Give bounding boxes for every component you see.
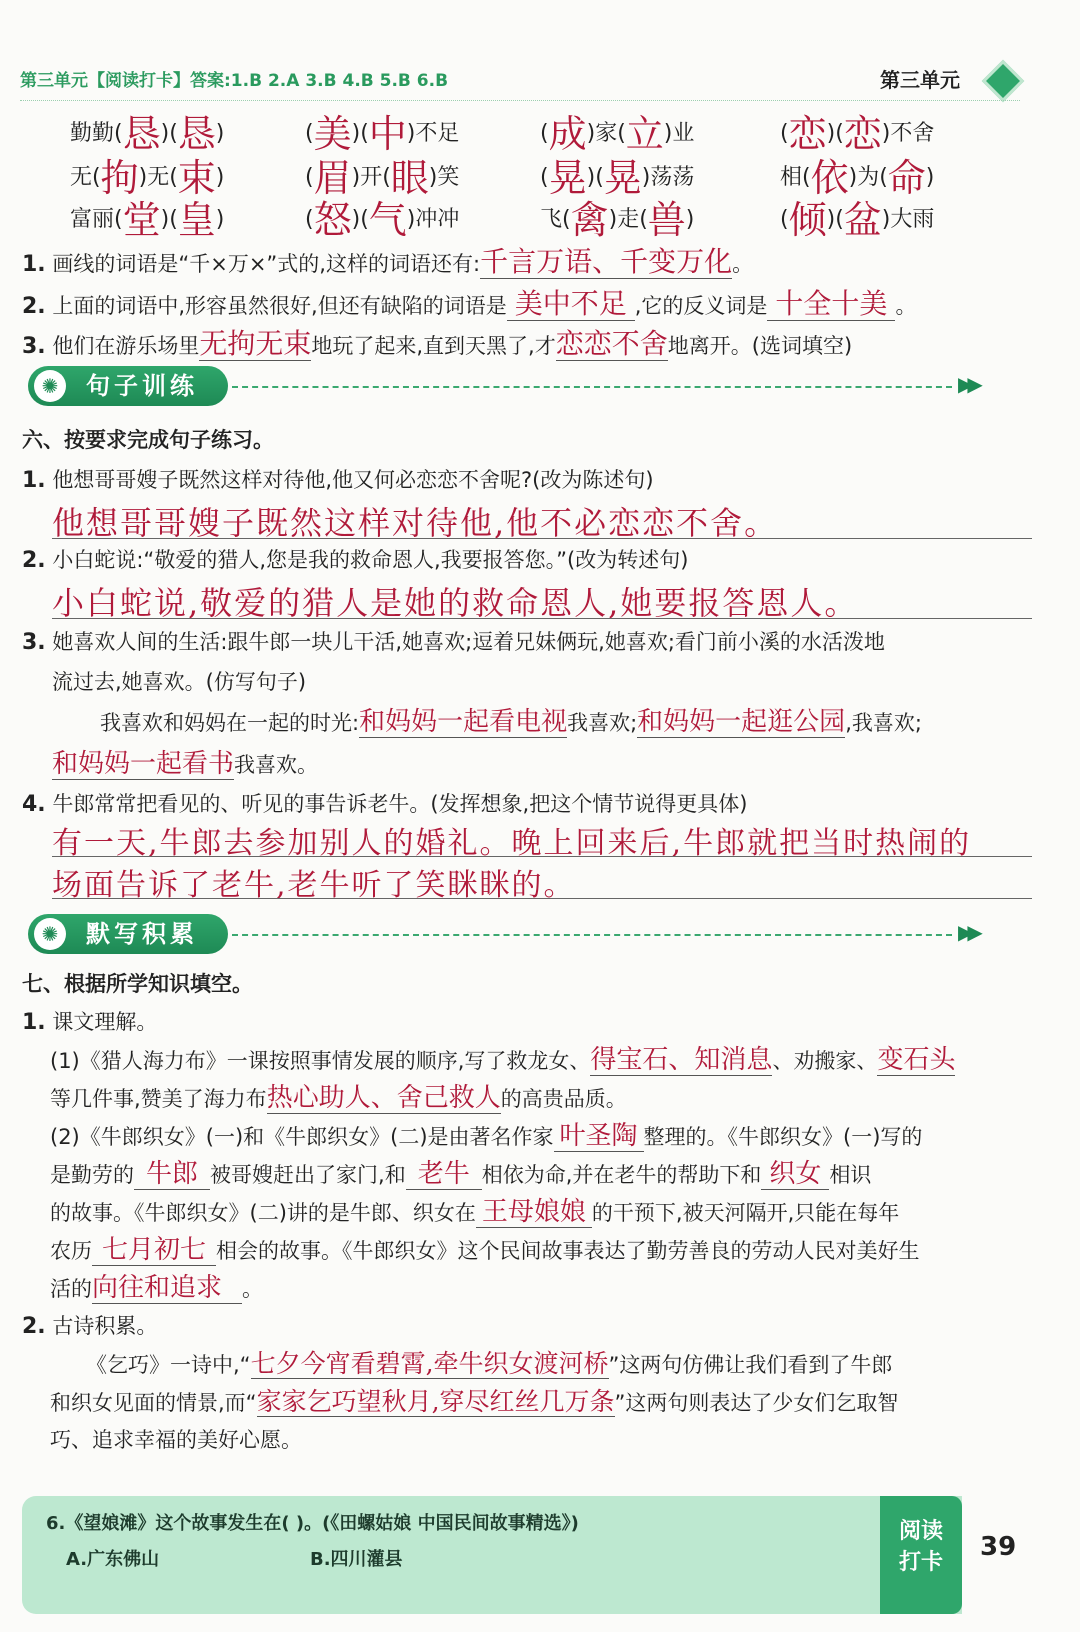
double-arrow-icon: ▶▶ (958, 920, 977, 944)
part-2-title: 2. 古诗积累。 (22, 1314, 158, 1339)
lightbulb-icon: ✺ (34, 370, 66, 402)
part-1-line-6: 农历 七月初七 相会的故事。《牛郎织女》这个民间故事表达了勤劳善良的劳动人民对美好生 (50, 1235, 920, 1265)
idiom-item: 勤勤(恳)(恳) (70, 112, 225, 156)
sentence-2-answer: 小白蛇说,敬爱的猎人是她的救命恩人,她要报答恩人。 (52, 584, 859, 622)
reading-badge: 阅读 打卡 (880, 1496, 962, 1614)
part-1-title: 1. 课文理解。 (22, 1010, 158, 1035)
sentence-3-prompt: 3. 她喜欢人间的生活:跟牛郎一块儿干活,她喜欢;逗着兄妹俩玩,她喜欢;看门前小溪的水活泼地 (22, 630, 885, 655)
sentence-2-prompt: 2. 小白蛇说:“敬爱的猎人,您是我的救命恩人,我要报答您。”(改为转述句) (22, 548, 689, 573)
sentence-3-answer-line-2: 和妈妈一起看书我喜欢。 (52, 749, 319, 779)
part-1-line-1: (1)《猎人海力布》一课按照事情发展的顺序,写了救龙女、得宝石、知消息、劝搬家、变石头 (50, 1045, 956, 1075)
sentence-1-prompt: 1. 他想哥哥嫂子既然这样对待他,他又何必恋恋不舍呢?(改为陈述句) (22, 468, 654, 493)
sentence-1-answer: 他想哥哥嫂子既然这样对待他,他不必恋恋不舍。 (52, 504, 779, 542)
sentence-4-answer-2: 场面告诉了老牛,老牛听了笑眯眯的。 (52, 868, 576, 903)
part-1-line-2: 等几件事,赞美了海力布热心助人、舍己救人的高贵品质。 (50, 1083, 627, 1113)
section-banner-dictation: ✺ 默写积累 (28, 914, 228, 954)
part-1-line-5: 的故事。《牛郎织女》(二)讲的是牛郎、织女在 王母娘娘 的干预下,被天河隔开,只能在每年 (50, 1197, 900, 1227)
section-7-title: 七、根据所学知识填空。 (22, 972, 253, 996)
double-arrow-icon: ▶▶ (958, 372, 977, 396)
idiom-item: (眉)开(眼)笑 (305, 156, 460, 200)
idiom-item: (晃)(晃)荡荡 (540, 156, 695, 200)
sentence-3-prompt-cont: 流过去,她喜欢。(仿写句子) (52, 670, 307, 694)
banner-divider (232, 934, 952, 936)
question-1: 1. 画线的词语是“千×万×”式的,这样的词语还有:千言万语、千变万化。 (22, 245, 754, 278)
answer-line (52, 856, 1032, 857)
answer-line (52, 618, 1032, 619)
part-2-line-2: 和织女见面的情景,而“家家乞巧望秋月,穿尽红丝几万条”这两句则表达了少女们乞取智 (50, 1387, 899, 1416)
part-1-line-3: (2)《牛郎织女》(一)和《牛郎织女》(二)是由著名作家 叶圣陶 整理的。《牛郎织女》(一)写的 (50, 1121, 923, 1151)
idiom-item: 富丽(堂)(皇) (70, 198, 225, 242)
unit-diamond-icon (982, 60, 1024, 102)
section-banner-sentence: ✺ 句子训练 (28, 366, 228, 406)
answer-line (52, 898, 1032, 899)
idiom-item: (怒)(气)冲冲 (305, 198, 460, 242)
idiom-item: 无(拘)无(束) (70, 156, 225, 200)
answer-strip: 第三单元【阅读打卡】答案:1.B 2.A 3.B 4.B 5.B 6.B (20, 71, 449, 91)
section-6-title: 六、按要求完成句子练习。 (22, 428, 274, 452)
header-rule (20, 100, 1020, 101)
answer-line (52, 538, 1032, 539)
sentence-3-answer-line: 我喜欢和妈妈在一起的时光:和妈妈一起看电视我喜欢;和妈妈一起逛公园,我喜欢; (100, 707, 922, 737)
part-2-line-3: 巧、追求幸福的美好心愿。 (50, 1428, 302, 1452)
idiom-item: 相(依)为(命) (780, 156, 935, 200)
question-3: 3. 他们在游乐场里无拘无束地玩了起来,直到天黑了,才恋恋不舍地离开。(选词填空) (22, 327, 853, 360)
lightbulb-icon: ✺ (34, 918, 66, 950)
unit-title: 第三单元 (880, 68, 960, 92)
idiom-item: (倾)(盆)大雨 (780, 198, 935, 242)
idiom-item: (成)家(立)业 (540, 112, 695, 156)
footer-option-b: B.四川灌县 (310, 1549, 403, 1570)
footer-question: 6.《望娘滩》这个故事发生在( )。(《田螺姑娘 中国民间故事精选》) (46, 1513, 579, 1534)
banner-divider (232, 386, 952, 388)
part-2-line-1: 《乞巧》一诗中,“七夕今宵看碧霄,牵牛织女渡河桥”这两句仿佛让我们看到了牛郎 (86, 1349, 893, 1378)
idiom-item: (美)(中)不足 (305, 112, 460, 156)
part-1-line-7: 活的向往和追求 。 (50, 1273, 264, 1303)
question-2: 2. 上面的词语中,形容虽然很好,但还有缺陷的词语是 美中不足 ,它的反义词是 十全十美 。 (22, 287, 917, 320)
sentence-4-prompt: 4. 牛郎常常把看见的、听见的事告诉老牛。(发挥想象,把这个情节说得更具体) (22, 792, 748, 817)
sentence-4-answer-1: 有一天,牛郎去参加别人的婚礼。晚上回来后,牛郎就把当时热闹的 (52, 826, 972, 861)
part-1-line-4: 是勤劳的 牛郎 被哥嫂赶出了家门,和 老牛 相依为命,并在老牛的帮助下和 织女 相识 (50, 1159, 872, 1189)
idiom-item: (恋)(恋)不舍 (780, 112, 935, 156)
idiom-item: 飞(禽)走(兽) (540, 198, 695, 242)
page-number: 39 (980, 1532, 1017, 1562)
footer-option-a: A.广东佛山 (66, 1549, 160, 1570)
